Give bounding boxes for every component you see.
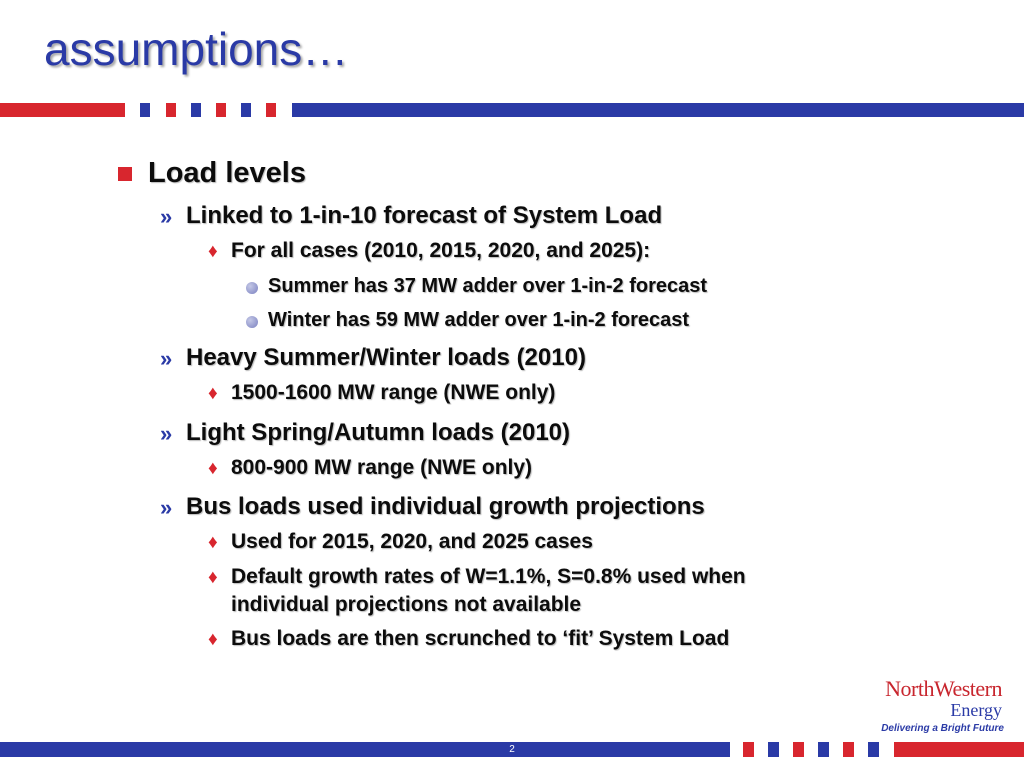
logo-tagline: Delivering a Bright Future (881, 723, 1004, 734)
red-diamond-bullet: ♦ (208, 532, 218, 553)
bullet-summer-adder: Summer has 37 MW adder over 1-in-2 forecast (268, 275, 708, 297)
bullet-default-rates-line1: Default growth rates of W=1.1%, S=0.8% used when (231, 565, 746, 588)
bullet-light-range: 800-900 MW range (NWE only) (231, 456, 533, 479)
double-chevron-bullet: » (160, 495, 173, 520)
round-bullet (246, 282, 258, 294)
northwestern-energy-logo (852, 676, 1012, 738)
logo-energy: Energy (950, 700, 1002, 720)
red-diamond-bullet: ♦ (208, 629, 218, 650)
red-diamond-bullet: ♦ (208, 567, 218, 588)
bullet-linked-forecast: Linked to 1-in-10 forecast of System Load (186, 202, 663, 229)
bullet-bus-years: Used for 2015, 2020, and 2025 cases (231, 530, 593, 553)
bullet-heavy-range: 1500-1600 MW range (NWE only) (231, 381, 556, 404)
bullet-heavy-loads: Heavy Summer/Winter loads (2010) (186, 344, 586, 371)
bullet-load-levels: Load levels (148, 157, 306, 189)
double-chevron-bullet: » (160, 421, 173, 446)
red-diamond-bullet: ♦ (208, 458, 218, 479)
round-bullet (246, 316, 258, 328)
red-diamond-bullet: ♦ (208, 241, 218, 262)
page-number: 2 (509, 744, 515, 755)
logo-name: NorthWestern (885, 676, 1002, 701)
bullet-bus-loads: Bus loads used individual growth projections (186, 493, 705, 520)
double-chevron-bullet: » (160, 204, 173, 229)
bullet-light-loads: Light Spring/Autumn loads (2010) (186, 419, 571, 446)
red-diamond-bullet: ♦ (208, 383, 218, 404)
bullet-winter-adder: Winter has 59 MW adder over 1-in-2 forecast (268, 309, 690, 331)
bullet-default-rates-line2: individual projections not available (231, 593, 582, 616)
top-decorative-band (0, 103, 1024, 117)
bullet-scrunched: Bus loads are then scrunched to ‘fit’ System Load (231, 627, 730, 650)
bullet-all-cases: For all cases (2010, 2015, 2020, and 2025): (231, 239, 651, 262)
red-square-bullet (118, 167, 132, 181)
slide-title: assumptions… (44, 23, 349, 75)
double-chevron-bullet: » (160, 346, 173, 371)
